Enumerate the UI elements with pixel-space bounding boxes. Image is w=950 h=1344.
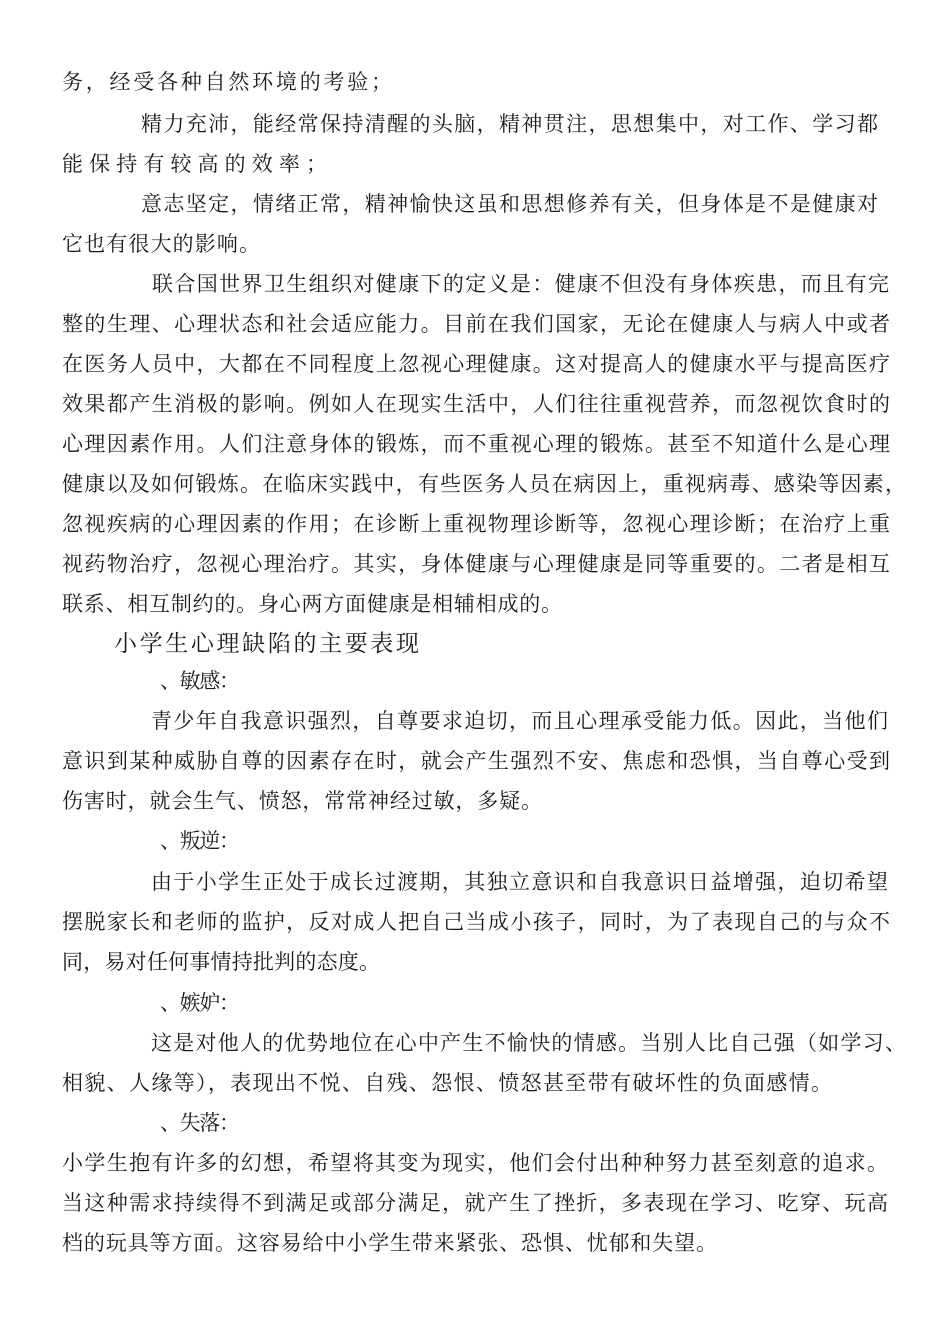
text-line: 相貌、人缘等），表现出不悦、自残、怨恨、愤怒甚至带有破坏性的负面感情。 (62, 1071, 834, 1095)
text-line: 视药物治疗，忽视心理治疗。其实，身体健康与心理健康是同等重要的。二者是相互 (62, 552, 892, 576)
text-line: 意志坚定，情绪正常，精神愉快这虽和思想修养有关，但身体是不是健康对 (141, 192, 880, 216)
text-line: 同，易对任何事情持批判的态度。 (62, 950, 381, 974)
text-line: 当这种需求持续得不到满足或部分满足，就产生了挫折，多表现在学习、吃穿、玩高 (62, 1191, 890, 1215)
text-line: 摆脱家长和老师的监护，反对成人把自己当成小孩子，同时，为了表现自己的与众不 (62, 910, 892, 934)
subheading: 、敏感： (160, 669, 239, 693)
text-line: 伤害时，就会生气、愤怒，常常神经过敏，多疑。 (62, 789, 543, 813)
text-line: 联系、相互制约的。身心两方面健康是相辅相成的。 (62, 592, 563, 616)
text-line: 它也有很大的影响。 (62, 232, 262, 256)
subheading: 、叛逆： (160, 829, 239, 853)
text-line: 整的生理、心理状态和社会适应能力。目前在我们国家，无论在健康人与病人中或者 (62, 312, 892, 336)
text-line: 务，经受各种自然环境的考验； (62, 70, 395, 94)
text-line: 意识到某种威胁自尊的因素存在时，就会产生强烈不安、焦虑和恐惧，当自尊心受到 (62, 749, 892, 773)
text-line: 由于小学生正处于成长过渡期，其独立意识和自我意识日益增强，迫切希望 (151, 870, 890, 894)
text-line: 这是对他人的优势地位在心中产生不愉快的情感。当别人比自己强（如学习、 (151, 1031, 908, 1055)
text-line: 在医务人员中，大都在不同程度上忽视心理健康。这对提高人的健康水平与提高医疗 (62, 352, 892, 376)
text-line: 能保持有较高的效率； (62, 152, 334, 176)
subheading: 、嫉妒： (160, 991, 239, 1015)
text-line: 心理因素作用。人们注意身体的锻炼，而不重视心理的锻炼。甚至不知道什么是心理 (62, 432, 892, 456)
text-line: 精力充沛，能经常保持清醒的头脑，精神贯注，思想集中，对工作、学习都 (141, 112, 880, 136)
text-line: 小学生抱有许多的幻想，希望将其变为现实，他们会付出种种努力甚至刻意的追求。 (62, 1151, 890, 1175)
text-line: 忽视疾病的心理因素的作用；在诊断上重视物理诊断等，忽视心理诊断；在治疗上重 (62, 512, 892, 536)
text-line: 健康以及如何锻炼。在临床实践中，有些医务人员在病因上，重视病毒、感染等因素， (62, 472, 908, 496)
text-line: 档的玩具等方面。这容易给中小学生带来紧张、恐惧、忧郁和失望。 (62, 1231, 718, 1255)
subheading: 、失落： (160, 1111, 239, 1135)
text-line: 联合国世界卫生组织对健康下的定义是：健康不但没有身体疾患，而且有完 (152, 272, 891, 296)
section-heading: 小学生心理缺陷的主要表现 (114, 631, 422, 657)
text-line: 青少年自我意识强烈，自尊要求迫切，而且心理承受能力低。因此，当他们 (151, 709, 890, 733)
text-line: 效果都产生消极的影响。例如人在现实生活中，人们往往重视营养，而忽视饮食时的 (62, 392, 892, 416)
